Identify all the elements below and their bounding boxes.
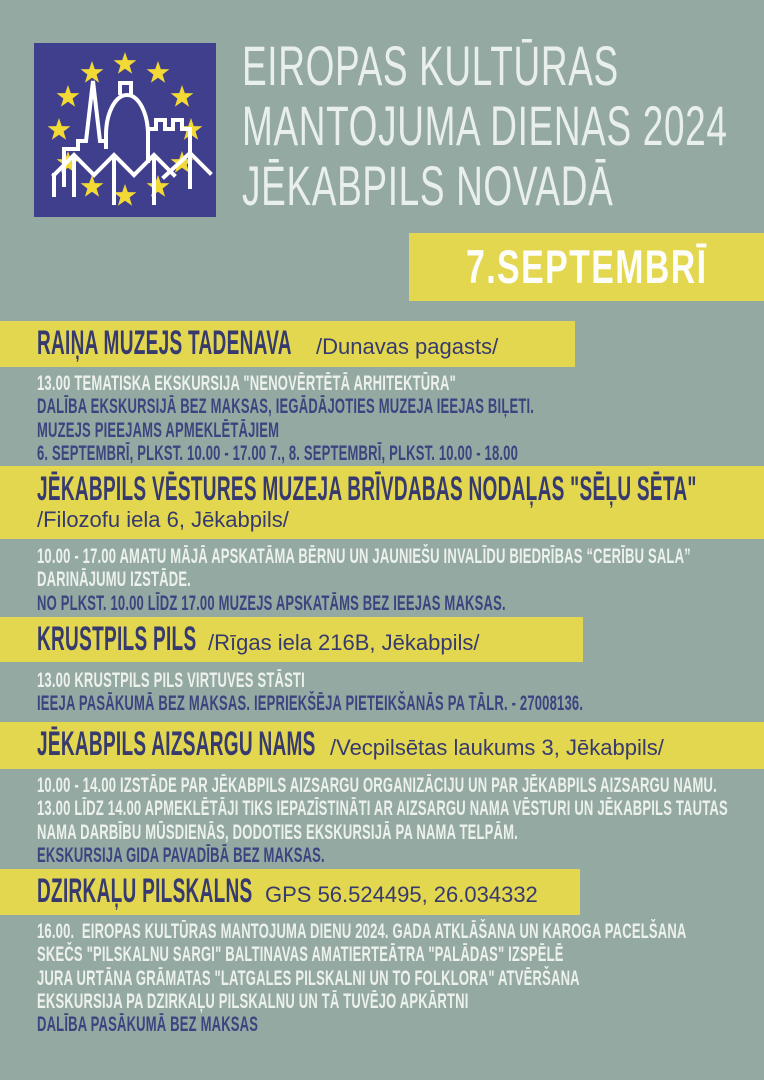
section-details-selu-seta [37,545,764,615]
event-detail-line: EKSKURSIJA PA DZIRKAĻU PILSKALNU UN TĀ TUVĒJO APKĀRTNI [37,989,469,1013]
section-banner-krustpils-pils [0,617,583,662]
event-detail-line: 6. SEPTEMBRĪ, PLKST. 10.00 - 17.00 7., 8. SEPTEMBRĪ, PLKST. 10.00 - 18.00 [37,441,519,465]
poster-title-line-2: MANTOJUMA DIENAS 2024 [242,94,728,157]
section-title: RAIŅA MUZEJS TADENAVA [37,324,292,362]
poster-title-line-1: EIROPAS KULTŪRAS [242,34,619,97]
event-detail-line: SKEČS "PILSKALNU SARGI" BALTINAVAS AMATIERTEĀTRA "PALĀDAS" IZSPĒLĒ [37,943,564,967]
section-details-raina-muzejs [37,372,764,465]
date-text: 7.SEPTEMBRĪ [465,240,708,293]
date-banner [409,233,764,301]
section-title: JĒKABPILS AIZSARGU NAMS [37,725,316,763]
section-subtitle: /Filozofu iela 6, Jēkabpils/ [37,507,289,532]
event-detail-line: DALĪBA PASĀKUMĀ BEZ MAKSAS [37,1013,259,1036]
european-heritage-days-logo-icon [34,43,216,217]
event-detail-line: 13.00 TEMATISKA EKSKURSIJA "NENOVĒRTĒTĀ ARHITEKTŪRA" [37,372,456,395]
section-subtitle: /Vecpilsētas laukums 3, Jēkabpils/ [330,735,664,760]
event-detail-line: DARINĀJUMU IZSTĀDE. [37,568,191,592]
section-subtitle: /Dunavas pagasts/ [316,334,499,359]
section-banner-aizsargu-nams [0,722,764,769]
event-detail-line: NAMA DARBĪBU MŪSDIENĀS, DODOTIES EKSKURSIJĀ PA NAMA TELPĀM. [37,820,518,844]
event-detail-line: 10.00 - 14.00 IZSTĀDE PAR JĒKABPILS AIZSARGU ORGANIZĀCIJU UN PAR JĒKABPILS AIZSARGU NAMU. [37,774,717,797]
event-detail-line: EKSKURSIJA GIDA PAVADĪBĀ BEZ MAKSAS. [37,843,325,867]
event-detail-line: JURA URTĀNA GRĀMATAS "LATGALES PILSKALNI UN TO FOLKLORA" ATVĒRŠANA [37,966,580,990]
event-detail-line: 10.00 - 17.00 AMATU MĀJĀ APSKATĀMA BĒRNU UN JAUNIEŠU INVALĪDU BIEDRĪBAS “CERĪBU SALA” [37,545,691,568]
event-detail-line: IEEJA PASĀKUMĀ BEZ MAKSAS. IEPRIEKŠĒJA PIETEIKŠANĀS PA TĀLR. - 27008136. [37,692,584,716]
event-detail-line: 13.00 KRUSTPILS PILS VIRTUVES STĀSTI [37,669,305,692]
event-detail-line: DALĪBA EKSKURSIJĀ BEZ MAKSAS, IEGĀDĀJOTIES MUZEJA IEEJAS BIĻETI. [37,395,535,419]
poster-title-line-3: JĒKABPILS NOVADĀ [242,154,614,217]
section-title: JĒKABPILS VĒSTURES MUZEJA BRĪVDABAS NODAĻAS "SĒĻU SĒTA" [37,470,697,508]
section-banner-dzirkalu-pilskalns [0,869,580,915]
section-title: DZIRKAĻU PILSKALNS [37,872,253,910]
section-banner-selu-seta [0,466,764,539]
section-details-dzirkalu-pilskalns [37,920,764,1036]
section-title: KRUSTPILS PILS [37,620,197,658]
section-details-aizsargu-nams [37,774,764,867]
event-detail-line: 16.00. EIROPAS KULTŪRAS MANTOJUMA DIENU 2024. GADA ATKLĀŠANA UN KAROGA PACELŠANA [37,920,687,943]
section-subtitle: /Rīgas iela 216B, Jēkabpils/ [208,630,480,655]
section-subtitle: GPS 56.524495, 26.034332 [265,882,538,907]
poster-title [242,36,764,216]
section-banner-raina-muzejs [0,321,575,367]
event-detail-line: MUZEJS PIEEJAMS APMEKLĒTĀJIEM [37,418,280,442]
event-detail-line: 13.00 LĪDZ 14.00 APMEKLĒTĀJI TIKS IEPAZĪSTINĀTI AR AIZSARGU NAMA VĒSTURI UN JĒKABPILS TAUTAS [37,797,728,821]
event-detail-line: NO PLKST. 10.00 LĪDZ 17.00 MUZEJS APSKATĀMS BEZ IEEJAS MAKSAS. [37,591,506,615]
section-details-krustpils-pils [37,669,764,716]
